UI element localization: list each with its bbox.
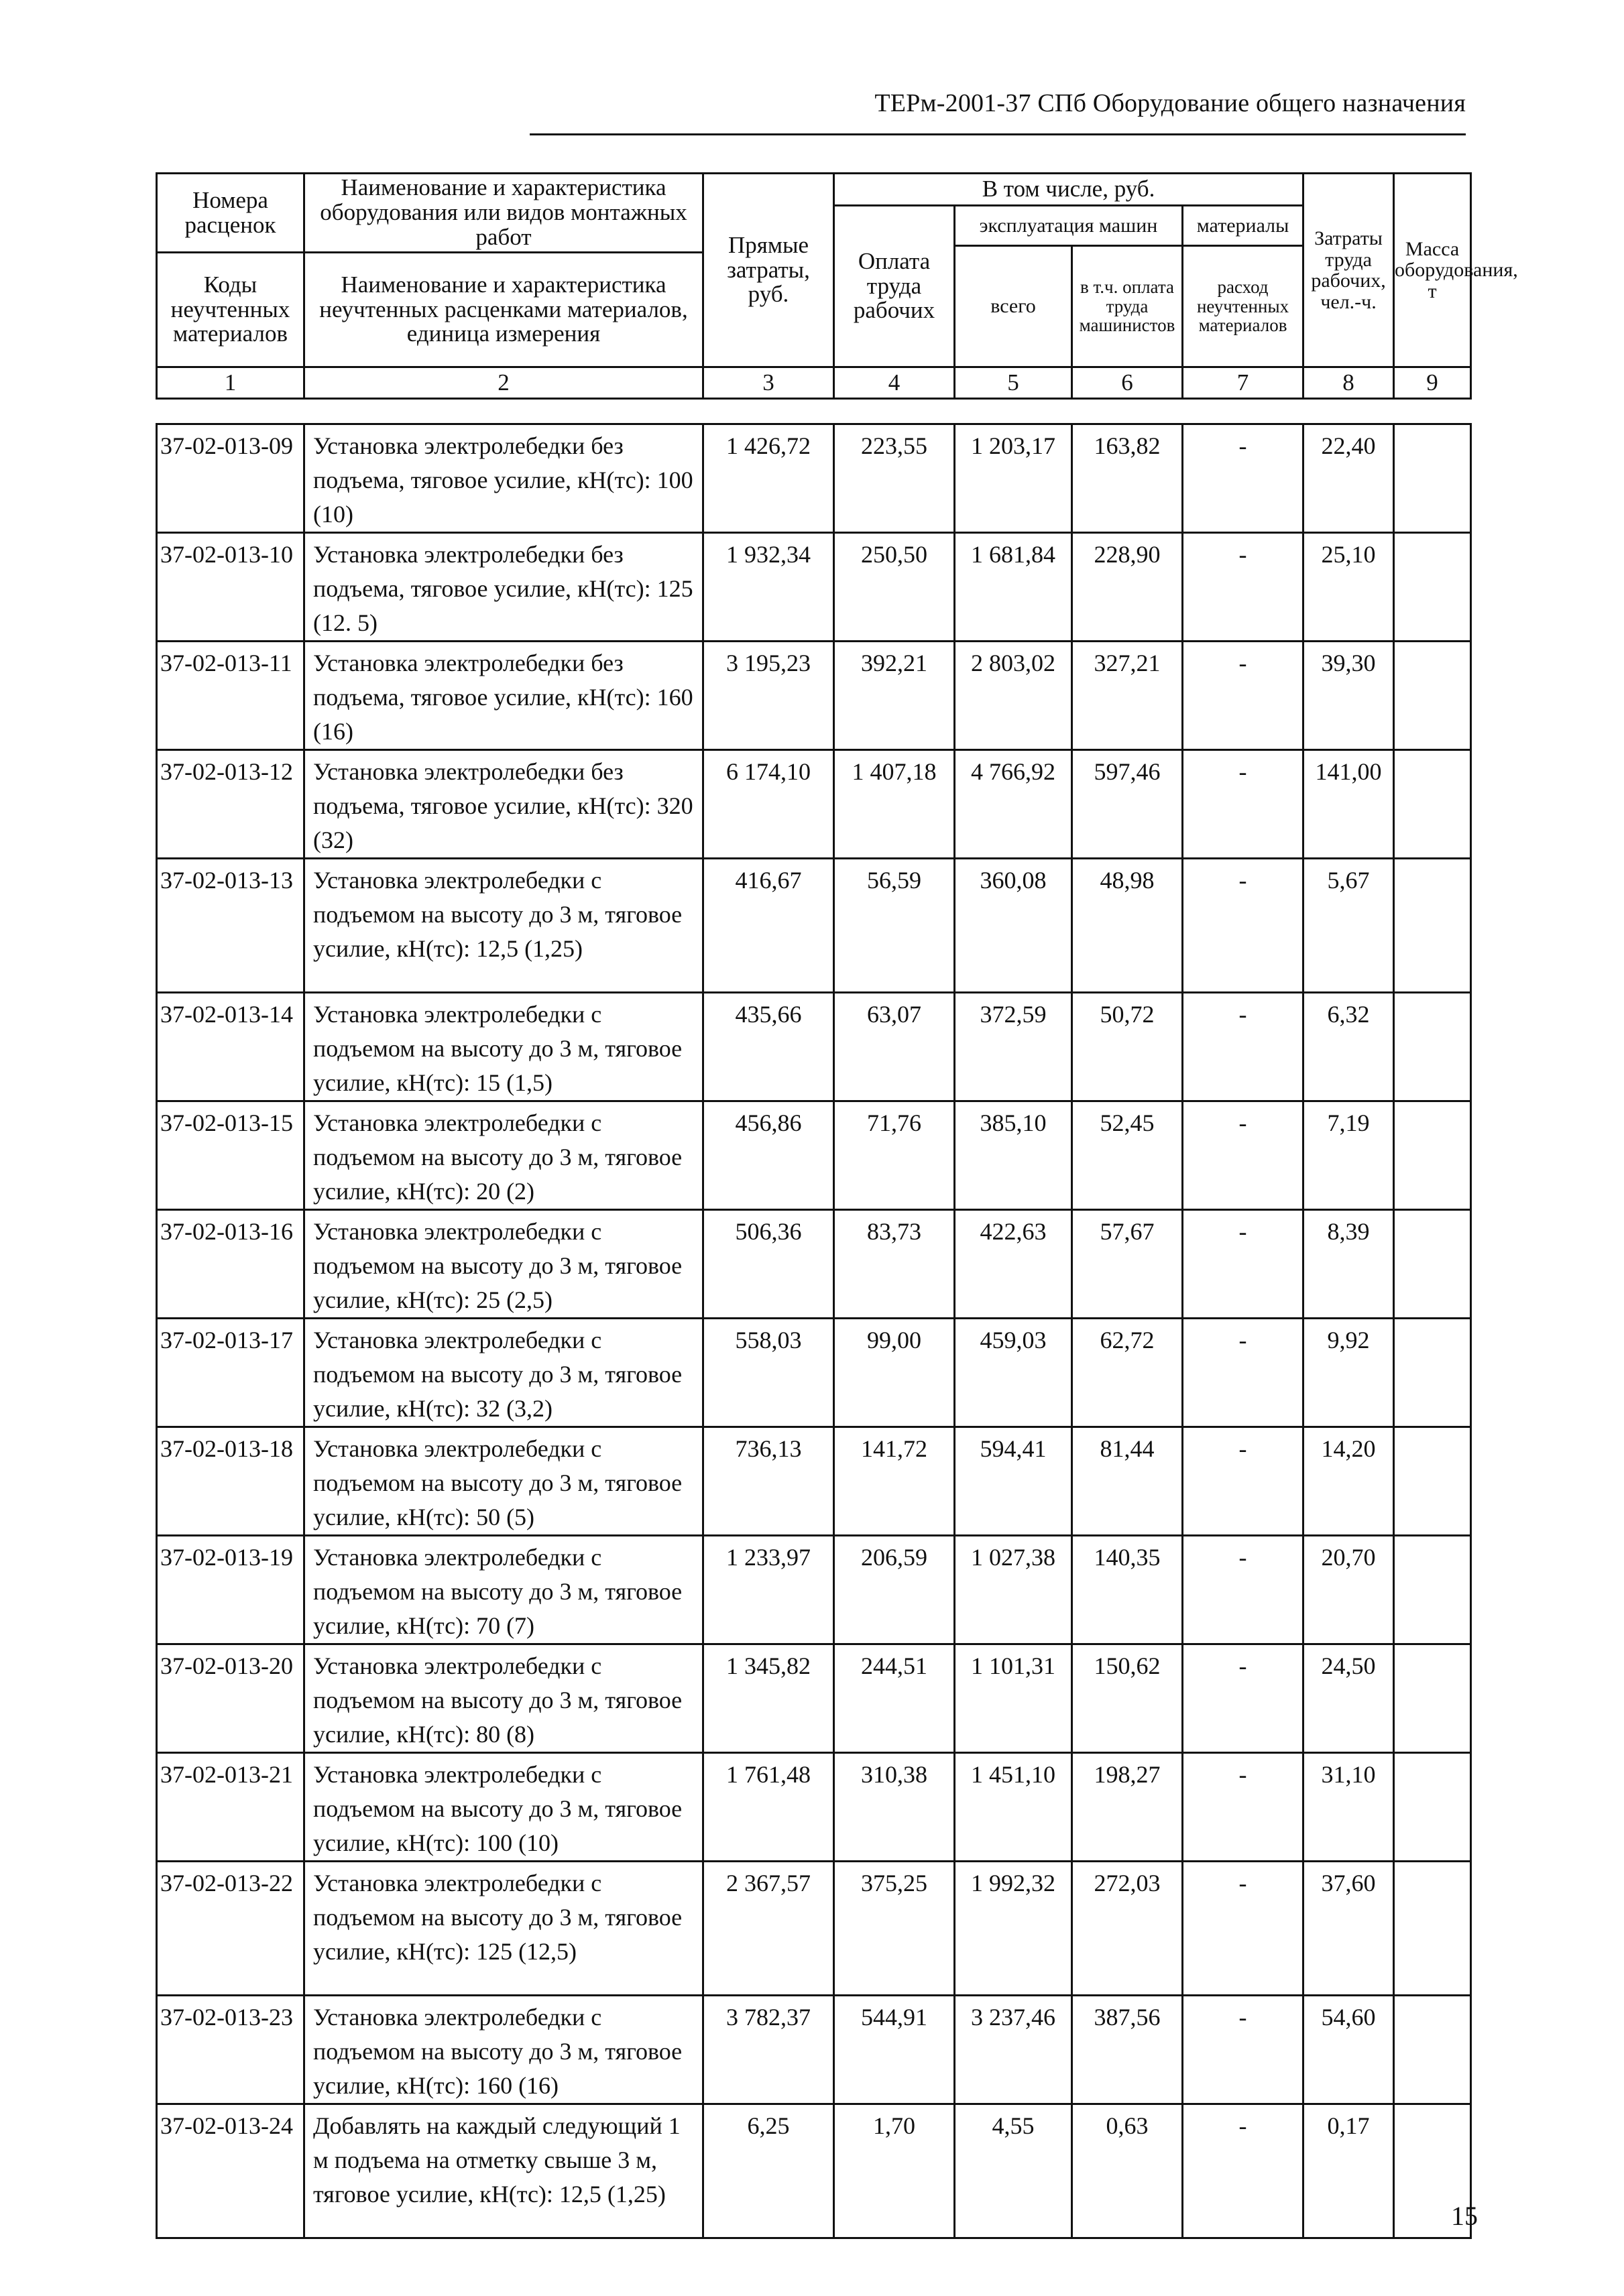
materials-cost: - bbox=[1183, 533, 1303, 642]
machines-total: 4 766,92 bbox=[955, 750, 1072, 859]
machinists-pay: 57,67 bbox=[1072, 1210, 1183, 1319]
work-name: Добавлять на каждый следующий 1 м подъема на отметку свыше 3 м, тяговое усилие, кН(тс): 12,5 (1,25) bbox=[304, 2104, 703, 2238]
direct-costs: 1 761,48 bbox=[703, 1753, 834, 1862]
equipment-mass bbox=[1394, 750, 1471, 859]
work-name: Установка электролебедки с подъемом на высоту до 3 м, тяговое усилие, кН(тс): 50 (5) bbox=[304, 1427, 703, 1536]
col-header-including: В том числе, руб. bbox=[834, 174, 1303, 206]
machinists-pay: 81,44 bbox=[1072, 1427, 1183, 1536]
table-row bbox=[157, 859, 1471, 993]
workers-pay: 63,07 bbox=[834, 993, 955, 1101]
materials-cost: - bbox=[1183, 424, 1303, 533]
rate-code: 37-02-013-12 bbox=[157, 750, 304, 859]
workers-pay: 56,59 bbox=[834, 859, 955, 993]
table-header bbox=[156, 172, 1518, 400]
rate-code: 37-02-013-24 bbox=[157, 2104, 304, 2238]
work-name: Установка электролебедки с подъемом на высоту до 3 м, тяговое усилие, кН(тс): 15 (1,5) bbox=[304, 993, 703, 1101]
table-row bbox=[157, 1101, 1471, 1210]
equipment-mass bbox=[1394, 1996, 1471, 2104]
machinists-pay: 163,82 bbox=[1072, 424, 1183, 533]
materials-cost: - bbox=[1183, 859, 1303, 993]
rates-table bbox=[156, 423, 1472, 2239]
direct-costs: 736,13 bbox=[703, 1427, 834, 1536]
labor-cost: 8,39 bbox=[1303, 1210, 1394, 1319]
rate-code: 37-02-013-13 bbox=[157, 859, 304, 993]
workers-pay: 206,59 bbox=[834, 1536, 955, 1644]
equipment-mass bbox=[1394, 1427, 1471, 1536]
direct-costs: 435,66 bbox=[703, 993, 834, 1101]
machines-total: 1 451,10 bbox=[955, 1753, 1072, 1862]
col-header-direct-costs: Прямые затраты, руб. bbox=[703, 174, 834, 367]
work-name: Установка электролебедки с подъемом на высоту до 3 м, тяговое усилие, кН(тс): 100 (10) bbox=[304, 1753, 703, 1862]
work-name: Установка электролебедки с подъемом на высоту до 3 м, тяговое усилие, кН(тс): 125 (12,5) bbox=[304, 1862, 703, 1996]
machinists-pay: 198,27 bbox=[1072, 1753, 1183, 1862]
header-rule bbox=[530, 133, 1466, 135]
machinists-pay: 62,72 bbox=[1072, 1319, 1183, 1427]
labor-cost: 31,10 bbox=[1303, 1753, 1394, 1862]
materials-cost: - bbox=[1183, 642, 1303, 750]
col-header-machinists-pay: в т.ч. оплата труда машинистов bbox=[1072, 246, 1183, 367]
rate-code: 37-02-013-10 bbox=[157, 533, 304, 642]
equipment-mass bbox=[1394, 1319, 1471, 1427]
labor-cost: 6,32 bbox=[1303, 993, 1394, 1101]
labor-cost: 7,19 bbox=[1303, 1101, 1394, 1210]
work-name: Установка электролебедки с подъемом на высоту до 3 м, тяговое усилие, кН(тс): 20 (2) bbox=[304, 1101, 703, 1210]
direct-costs: 6,25 bbox=[703, 2104, 834, 2238]
work-name: Установка электролебедки без подъема, тяговое усилие, кН(тс): 160 (16) bbox=[304, 642, 703, 750]
workers-pay: 99,00 bbox=[834, 1319, 955, 1427]
equipment-mass bbox=[1394, 859, 1471, 993]
labor-cost: 9,92 bbox=[1303, 1319, 1394, 1427]
machinists-pay: 140,35 bbox=[1072, 1536, 1183, 1644]
rate-code: 37-02-013-17 bbox=[157, 1319, 304, 1427]
workers-pay: 223,55 bbox=[834, 424, 955, 533]
col-header-material-names: Наименование и характеристика неучтенных расценками материалов, единица измерения bbox=[304, 253, 703, 367]
machines-total: 1 027,38 bbox=[955, 1536, 1072, 1644]
materials-cost: - bbox=[1183, 993, 1303, 1101]
machinists-pay: 228,90 bbox=[1072, 533, 1183, 642]
workers-pay: 71,76 bbox=[834, 1101, 955, 1210]
workers-pay: 375,25 bbox=[834, 1862, 955, 1996]
labor-cost: 141,00 bbox=[1303, 750, 1394, 859]
labor-cost: 54,60 bbox=[1303, 1996, 1394, 2104]
equipment-mass bbox=[1394, 533, 1471, 642]
machines-total: 2 803,02 bbox=[955, 642, 1072, 750]
machines-total: 360,08 bbox=[955, 859, 1072, 993]
workers-pay: 392,21 bbox=[834, 642, 955, 750]
materials-cost: - bbox=[1183, 750, 1303, 859]
table-row bbox=[157, 993, 1471, 1101]
materials-cost: - bbox=[1183, 1427, 1303, 1536]
workers-pay: 544,91 bbox=[834, 1996, 955, 2104]
equipment-mass bbox=[1394, 1536, 1471, 1644]
equipment-mass bbox=[1394, 1101, 1471, 1210]
materials-cost: - bbox=[1183, 1753, 1303, 1862]
workers-pay: 83,73 bbox=[834, 1210, 955, 1319]
equipment-mass bbox=[1394, 1210, 1471, 1319]
rate-code: 37-02-013-21 bbox=[157, 1753, 304, 1862]
col-header-work-name: Наименование и характеристика оборудования или видов монтажных работ bbox=[304, 174, 703, 253]
labor-cost: 37,60 bbox=[1303, 1862, 1394, 1996]
col-number: 6 bbox=[1072, 367, 1183, 399]
equipment-mass bbox=[1394, 424, 1471, 533]
materials-cost: - bbox=[1183, 1996, 1303, 2104]
col-header-material-codes: Коды неучтенных материалов bbox=[157, 253, 304, 367]
direct-costs: 2 367,57 bbox=[703, 1862, 834, 1996]
col-header-materials: материалы bbox=[1183, 206, 1303, 246]
work-name: Установка электролебедки с подъемом на высоту до 3 м, тяговое усилие, кН(тс): 12,5 (1,25) bbox=[304, 859, 703, 993]
machines-total: 1 681,84 bbox=[955, 533, 1072, 642]
direct-costs: 506,36 bbox=[703, 1210, 834, 1319]
equipment-mass bbox=[1394, 993, 1471, 1101]
machinists-pay: 387,56 bbox=[1072, 1996, 1183, 2104]
machines-total: 1 203,17 bbox=[955, 424, 1072, 533]
direct-costs: 558,03 bbox=[703, 1319, 834, 1427]
equipment-mass bbox=[1394, 1753, 1471, 1862]
work-name: Установка электролебедки без подъема, тяговое усилие, кН(тс): 125 (12. 5) bbox=[304, 533, 703, 642]
table-row bbox=[157, 1996, 1471, 2104]
direct-costs: 1 932,34 bbox=[703, 533, 834, 642]
machines-total: 372,59 bbox=[955, 993, 1072, 1101]
direct-costs: 416,67 bbox=[703, 859, 834, 993]
labor-cost: 20,70 bbox=[1303, 1536, 1394, 1644]
table-row bbox=[157, 533, 1471, 642]
table-row bbox=[157, 1427, 1471, 1536]
direct-costs: 456,86 bbox=[703, 1101, 834, 1210]
direct-costs: 1 345,82 bbox=[703, 1644, 834, 1753]
col-header-workers-pay: Оплата труда рабочих bbox=[834, 206, 955, 367]
machines-total: 422,63 bbox=[955, 1210, 1072, 1319]
col-number: 3 bbox=[703, 367, 834, 399]
direct-costs: 1 426,72 bbox=[703, 424, 834, 533]
col-header-mass: Масса оборудования, т bbox=[1394, 174, 1471, 367]
col-number: 7 bbox=[1183, 367, 1303, 399]
equipment-mass bbox=[1394, 1644, 1471, 1753]
col-number: 5 bbox=[955, 367, 1072, 399]
machinists-pay: 272,03 bbox=[1072, 1862, 1183, 1996]
workers-pay: 1 407,18 bbox=[834, 750, 955, 859]
workers-pay: 141,72 bbox=[834, 1427, 955, 1536]
equipment-mass bbox=[1394, 1862, 1471, 1996]
rate-code: 37-02-013-16 bbox=[157, 1210, 304, 1319]
work-name: Установка электролебедки с подъемом на высоту до 3 м, тяговое усилие, кН(тс): 160 (16) bbox=[304, 1996, 703, 2104]
direct-costs: 3 195,23 bbox=[703, 642, 834, 750]
machines-total: 3 237,46 bbox=[955, 1996, 1072, 2104]
machinists-pay: 327,21 bbox=[1072, 642, 1183, 750]
table-row bbox=[157, 642, 1471, 750]
machinists-pay: 50,72 bbox=[1072, 993, 1183, 1101]
materials-cost: - bbox=[1183, 1101, 1303, 1210]
rate-code: 37-02-013-11 bbox=[157, 642, 304, 750]
table-row bbox=[157, 1536, 1471, 1644]
rate-code: 37-02-013-22 bbox=[157, 1862, 304, 1996]
table-row bbox=[157, 1644, 1471, 1753]
table-row bbox=[157, 424, 1471, 533]
equipment-mass bbox=[1394, 642, 1471, 750]
rate-code: 37-02-013-23 bbox=[157, 1996, 304, 2104]
work-name: Установка электролебедки с подъемом на высоту до 3 м, тяговое усилие, кН(тс): 25 (2,5) bbox=[304, 1210, 703, 1319]
work-name: Установка электролебедки с подъемом на высоту до 3 м, тяговое усилие, кН(тс): 80 (8) bbox=[304, 1644, 703, 1753]
col-number: 8 bbox=[1303, 367, 1394, 399]
labor-cost: 22,40 bbox=[1303, 424, 1394, 533]
materials-cost: - bbox=[1183, 2104, 1303, 2238]
col-number: 9 bbox=[1394, 367, 1471, 399]
machinists-pay: 52,45 bbox=[1072, 1101, 1183, 1210]
rate-code: 37-02-013-18 bbox=[157, 1427, 304, 1536]
work-name: Установка электролебедки с подъемом на высоту до 3 м, тяговое усилие, кН(тс): 32 (3,2) bbox=[304, 1319, 703, 1427]
machines-total: 459,03 bbox=[955, 1319, 1072, 1427]
machines-total: 385,10 bbox=[955, 1101, 1072, 1210]
materials-cost: - bbox=[1183, 1536, 1303, 1644]
machines-total: 1 992,32 bbox=[955, 1862, 1072, 1996]
direct-costs: 3 782,37 bbox=[703, 1996, 834, 2104]
col-header-rate-numbers: Номера расценок bbox=[157, 174, 304, 253]
table-row bbox=[157, 1319, 1471, 1427]
rate-code: 37-02-013-20 bbox=[157, 1644, 304, 1753]
page-number: 15 bbox=[1451, 2201, 1478, 2231]
workers-pay: 250,50 bbox=[834, 533, 955, 642]
materials-cost: - bbox=[1183, 1862, 1303, 1996]
materials-cost: - bbox=[1183, 1210, 1303, 1319]
col-header-machines: эксплуатация машин bbox=[955, 206, 1183, 246]
rate-code: 37-02-013-09 bbox=[157, 424, 304, 533]
work-name: Установка электролебедки без подъема, тяговое усилие, кН(тс): 320 (32) bbox=[304, 750, 703, 859]
materials-cost: - bbox=[1183, 1644, 1303, 1753]
labor-cost: 24,50 bbox=[1303, 1644, 1394, 1753]
table-row bbox=[157, 750, 1471, 859]
labor-cost: 0,17 bbox=[1303, 2104, 1394, 2238]
work-name: Установка электролебедки с подъемом на высоту до 3 м, тяговое усилие, кН(тс): 70 (7) bbox=[304, 1536, 703, 1644]
labor-cost: 25,10 bbox=[1303, 533, 1394, 642]
materials-cost: - bbox=[1183, 1319, 1303, 1427]
direct-costs: 6 174,10 bbox=[703, 750, 834, 859]
labor-cost: 39,30 bbox=[1303, 642, 1394, 750]
table-row bbox=[157, 1753, 1471, 1862]
machinists-pay: 150,62 bbox=[1072, 1644, 1183, 1753]
machinists-pay: 48,98 bbox=[1072, 859, 1183, 993]
rate-code: 37-02-013-19 bbox=[157, 1536, 304, 1644]
rate-code: 37-02-013-15 bbox=[157, 1101, 304, 1210]
machines-total: 1 101,31 bbox=[955, 1644, 1072, 1753]
col-number: 1 bbox=[157, 367, 304, 399]
col-number: 2 bbox=[304, 367, 703, 399]
workers-pay: 244,51 bbox=[834, 1644, 955, 1753]
labor-cost: 14,20 bbox=[1303, 1427, 1394, 1536]
running-header: ТЕРм-2001-37 СПб Оборудование общего назначения bbox=[874, 89, 1466, 117]
direct-costs: 1 233,97 bbox=[703, 1536, 834, 1644]
col-header-labor: Затраты труда рабочих, чел.-ч. bbox=[1303, 174, 1394, 367]
work-name: Установка электролебедки без подъема, тяговое усилие, кН(тс): 100 (10) bbox=[304, 424, 703, 533]
rate-code: 37-02-013-14 bbox=[157, 993, 304, 1101]
col-header-machines-total: всего bbox=[955, 246, 1072, 367]
col-header-materials-consumption: расход неучтенных материалов bbox=[1183, 246, 1303, 367]
table-row bbox=[157, 1210, 1471, 1319]
table-row bbox=[157, 1862, 1471, 1996]
table-row bbox=[157, 2104, 1471, 2238]
machines-total: 594,41 bbox=[955, 1427, 1072, 1536]
workers-pay: 310,38 bbox=[834, 1753, 955, 1862]
machinists-pay: 0,63 bbox=[1072, 2104, 1183, 2238]
workers-pay: 1,70 bbox=[834, 2104, 955, 2238]
machinists-pay: 597,46 bbox=[1072, 750, 1183, 859]
labor-cost: 5,67 bbox=[1303, 859, 1394, 993]
machines-total: 4,55 bbox=[955, 2104, 1072, 2238]
col-number: 4 bbox=[834, 367, 955, 399]
